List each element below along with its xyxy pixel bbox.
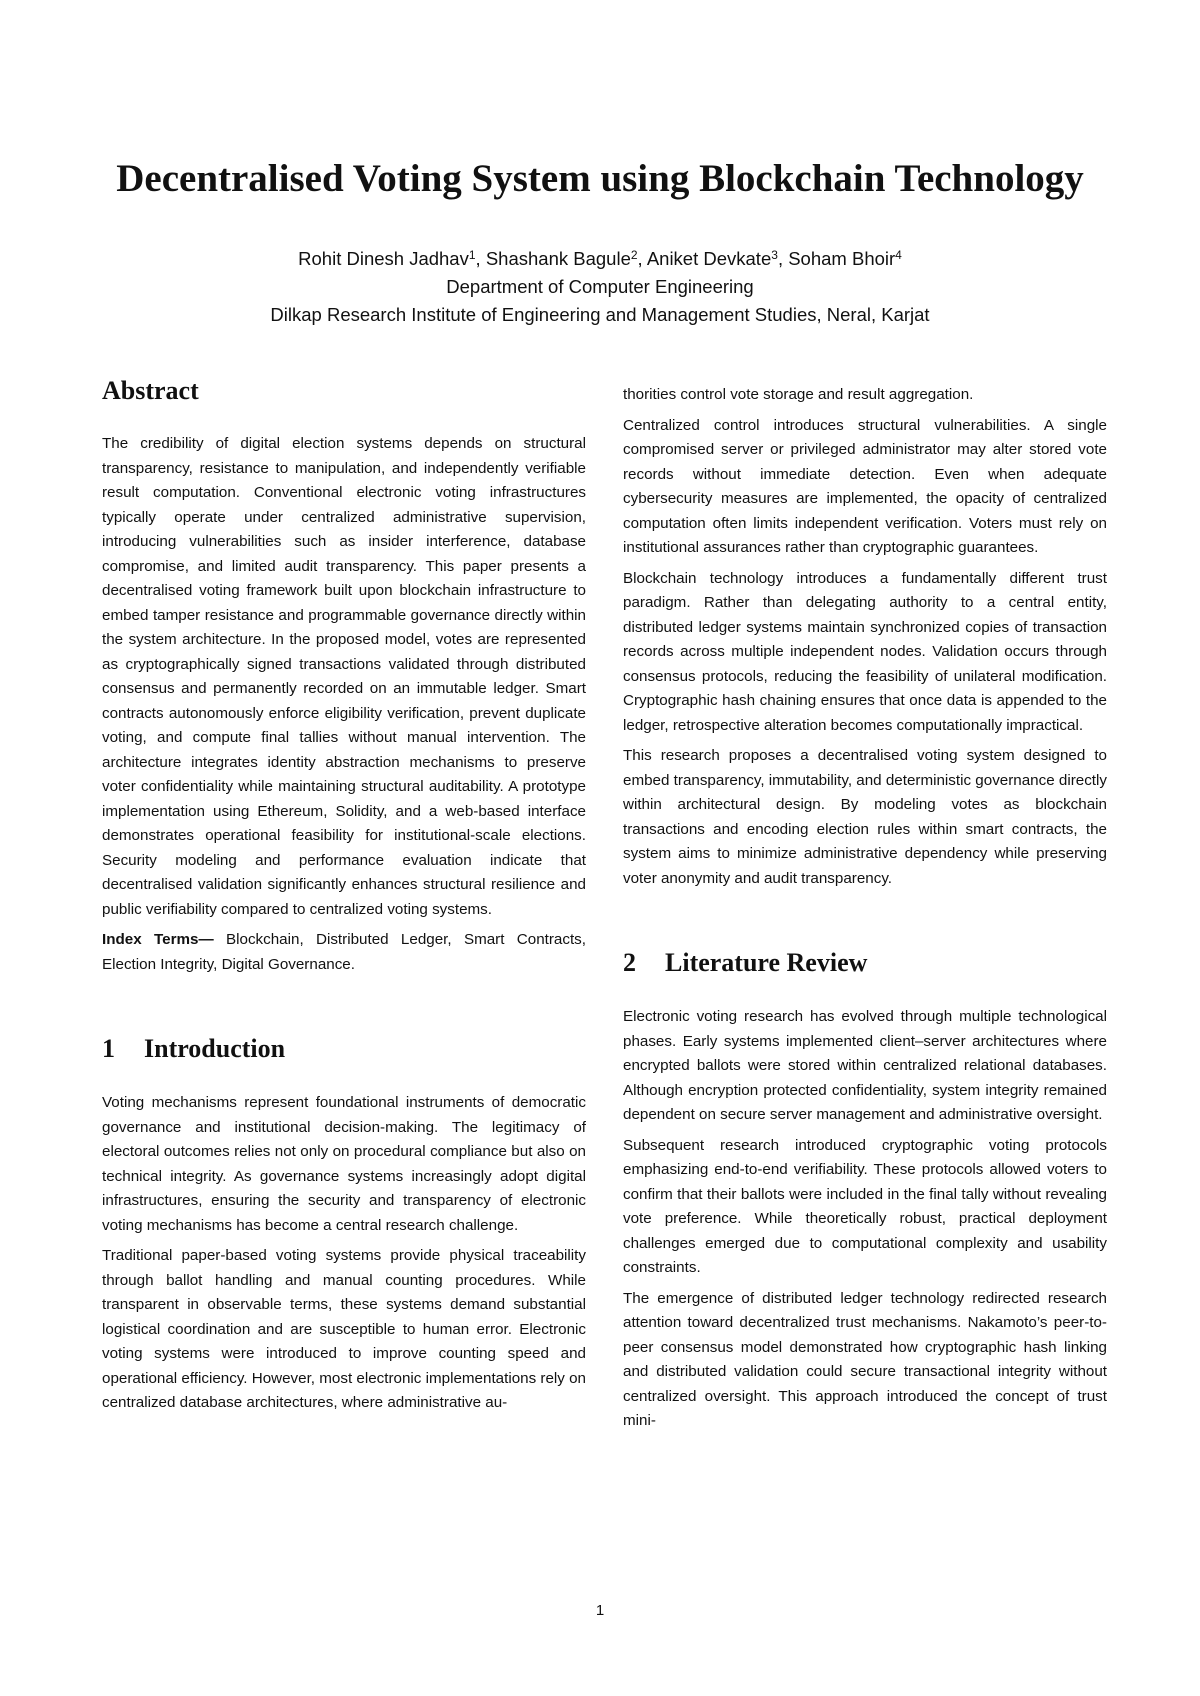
paragraph: Traditional paper-based voting systems provide physical traceability through ballot handling and manual counting procedures. While transparent in observable terms, these systems demand substantial logistical coordination and are susceptible to human error. Electronic voting systems were introduced to improve counting speed and operational efficiency. However, most electronic implementations rely on centralized database architectures, where administrative au- (102, 1247, 586, 1411)
section-title: Introduction (144, 1034, 286, 1063)
author-name: Soham Bhoir (788, 248, 896, 269)
index-terms (102, 928, 586, 977)
paragraph-continuation: thorities control vote storage and result aggregation. (623, 386, 974, 403)
section-number: 1 (102, 1034, 115, 1063)
paragraph: The emergence of distributed ledger technology redirected research attention toward decentralized trust mechanisms. Nakamoto’s peer-to-peer consensus model demonstrated how cryptographic hash linking and distributed validation could secure transactional integrity without centralized oversight. This approach introduced the concept of trust mini- (623, 1289, 1107, 1429)
abstract-text: The credibility of digital election systems depends on structural transparency, resistance to manipulation, and independently verifiable result computation. Conventional electronic voting infrastructures typically operate under centralized administrative supervision, introducing vulnerabilities such as insider interference, database compromise, and limited audit transparency. This paper presents a decentralised voting framework built upon blockchain infrastructure to embed tamper resistance and programmable governance directly within the system architecture. In the proposed model, votes are represented as cryptographically signed transactions validated through distributed consensus and permanently recorded on an immutable ledger. Smart contracts autonomously enforce eligibility verification, prevent duplicate voting, and compute final tallies without manual intervention. The architecture integrates identity abstraction mechanisms to preserve voter confidentiality while maintaining structural auditability. A prototype implementation using Ethereum, Solidity, and a web-based interface demonstrates operational feasibility for institutional-scale elections. Security modeling and performance evaluation indicate that decentralised validation significantly enhances structural resilience and public verifiability compared to centralized voting systems. (102, 435, 586, 918)
author-name: Aniket Devkate (646, 248, 772, 269)
section-number: 2 (623, 948, 636, 977)
author-name: Shashank Bagule (485, 248, 631, 269)
paragraph: Voting mechanisms represent foundational instruments of democratic governance and institutional decision-making. The legitimacy of electoral outcomes relies not only on procedural compliance but also on technical integrity. As governance systems increasingly adopt digital infrastructures, ensuring the security and transparency of electronic voting mechanisms has become a central research challenge. (102, 1094, 586, 1234)
page-number: 1 (595, 1602, 605, 1619)
author-affiliation-mark: 3 (771, 248, 778, 262)
section-title: Literature Review (665, 948, 868, 977)
paragraph: This research proposes a decentralised voting system designed to embed transparency, immutability, and deterministic governance directly within architectural design. By modeling votes as blockchain transactions and encoding election rules within smart contracts, the system aims to minimize administrative dependency while preserving voter anonymity and audit transparency. (623, 747, 1107, 887)
index-terms-text: Blockchain, Distributed Ledger, Smart Contracts, Election Integrity, Digital Governance. (102, 931, 586, 973)
paragraph: Subsequent research introduced cryptographic voting protocols emphasizing end-to-end verifiability. These protocols allowed voters to confirm that their ballots were included in the final tally without revealing vote preference. While theoretically robust, practical deployment challenges emerged due to computational complexity and usability constraints. (623, 1136, 1107, 1276)
author-name: Rohit Dinesh Jadhav (298, 248, 469, 269)
department: Department of Computer Engineering (446, 276, 754, 297)
author-affiliation-mark: 4 (895, 248, 902, 262)
author-affiliation-mark: 1 (468, 248, 476, 262)
section-heading-literature-review (623, 947, 1107, 979)
paragraph: Centralized control introduces structural vulnerabilities. A single compromised server or privileged administrator may alter stored vote records without immediate detection. Even when adequate cybersecurity measures are implemented, the opacity of centralized computation often limits independent verification. Voters must rely on institutional assurances rather than cryptographic guarantees. (623, 416, 1107, 556)
section-heading-introduction (102, 1033, 586, 1065)
institution: Dilkap Research Institute of Engineering and Management Studies, Neral, Karjat (270, 304, 930, 325)
paragraph: Blockchain technology introduces a fundamentally different trust paradigm. Rather than delegating authority to a central entity, distributed ledger systems maintain synchronized copies of transaction records across multiple independent nodes. Validation occurs through consensus protocols, reducing the feasibility of unilateral modification. Cryptographic hash chaining ensures that once data is appended to the ledger, retrospective alteration becomes computationally impractical. (623, 569, 1107, 734)
right-column (623, 383, 1107, 1440)
paper-title: Decentralised Voting System using Blockchain Technology (116, 157, 1084, 200)
paragraph: Electronic voting research has evolved through multiple technological phases. Early systems implemented client–server architectures where encrypted ballots were stored within centralized relational databases. Although encryption protected confidentiality, system integrity remained dependent on secure server management and administrative oversight. (623, 1008, 1107, 1123)
author-list: Rohit Dinesh Jadhav$^1$, Shashank Bagule$^2$, Aniket Devkate$^3$, Soham Bhoir$^4$ (298, 248, 902, 269)
index-terms-label: Index Terms— (102, 931, 214, 948)
author-block (60, 245, 1140, 329)
author-affiliation-mark: 2 (630, 248, 638, 262)
left-column (102, 375, 586, 1422)
abstract-heading: Abstract (102, 376, 199, 405)
